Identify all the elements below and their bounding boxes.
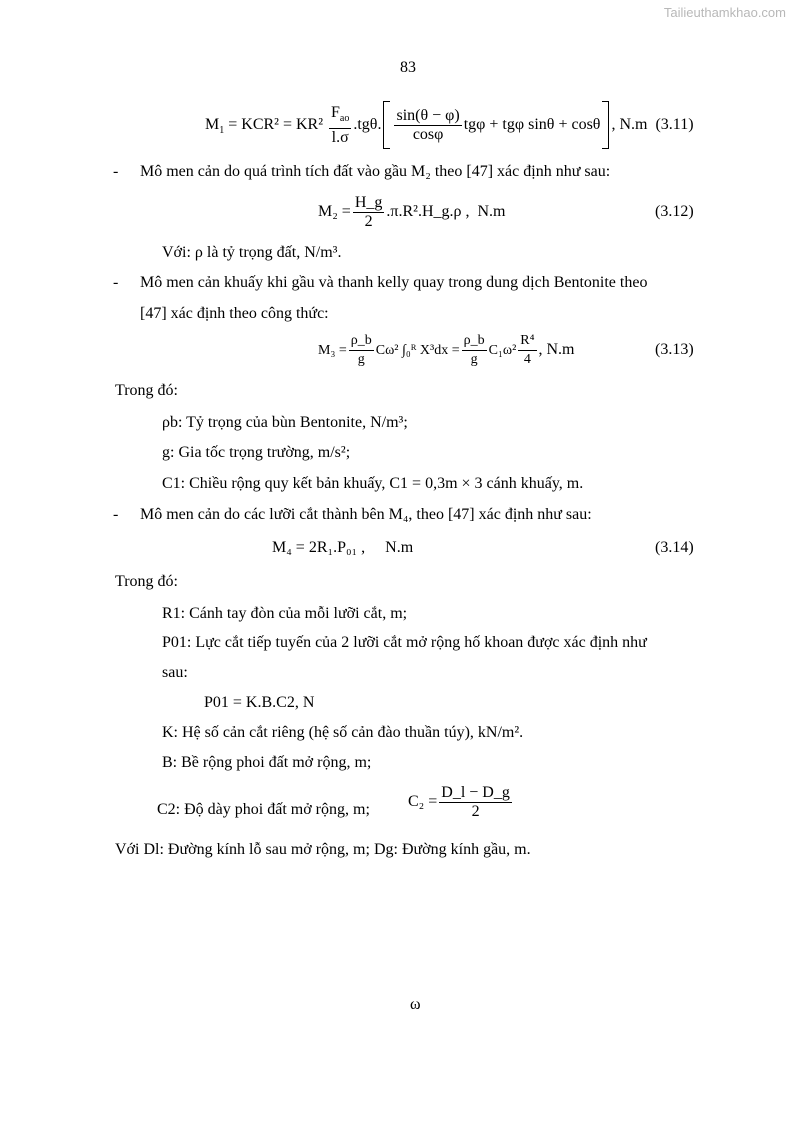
definition: C1: Chiều rộng quy kết bản khuấy, C1 = 0,3m × 3 cánh khuấy, m.: [162, 475, 584, 492]
bullet-dash: -: [113, 163, 119, 180]
eq-number: (3.11): [655, 116, 694, 133]
definition: sau:: [162, 664, 188, 681]
definition: K: Hệ số cản cắt riêng (hệ số cản đào thuần túy), kN/m².: [162, 724, 524, 741]
bullet-text: Mô men cản do quá trình tích đất vào gầu M₂ theo [47] xác định như sau:: [140, 163, 611, 180]
eq-lhs: $M_1$: [205, 116, 225, 137]
watermark: Tailieuthamkhao.com: [663, 5, 786, 20]
definition: B: Bề rộng phoi đất mở rộng, m;: [162, 754, 372, 771]
definition: ρb: Tỷ trọng của bùn Bentonite, N/m³;: [162, 414, 408, 431]
bullet-text: [47] xác định theo công thức:: [140, 305, 329, 322]
eq-tg: .tgθ.: [353, 116, 382, 133]
footer-symbol: ω: [410, 996, 421, 1013]
text-line: Với Dl: Đường kính lỗ sau mở rộng, m; Dg: Đường kính gầu, m.: [115, 841, 531, 858]
equation-3-11: [205, 100, 694, 156]
bracket-right: [602, 101, 609, 149]
heading-where: Trong đó:: [115, 573, 178, 590]
eq-unit: , N.m: [611, 116, 648, 133]
equation-3-12: M₂ = $\frac{H\_g}{2}$ .π.R².H_g.ρ , N.m: [318, 193, 506, 230]
equation-3-13: M₃ = $\frac{\rho\_b}{g}$ Cω² ∫₀ᴿ X³dx = $\frac{\rho\_b}{g}$ C₁ω² $\frac{\text{R⁴}}{4}$ , N.m: [318, 333, 575, 368]
bullet-text: Mô men cản do các lưỡi cắt thành bên M₄, theo [47] xác định như sau:: [140, 506, 592, 523]
eq-number: (3.14): [655, 539, 694, 556]
c2-formula: C₂ = $\frac{D\_l - D\_g}{2}$: [408, 783, 510, 820]
fraction: $\frac{\sin(\theta - \varphi)}{\cos\varphi}$: [396, 106, 460, 143]
equation-3-14: M₄ = 2R₁.P₀₁ , N.m: [272, 539, 414, 556]
heading-where: Trong đó:: [115, 382, 178, 399]
definition: P01: Lực cắt tiếp tuyến của 2 lưỡi cắt mở rộng hố khoan được xác định như: [162, 634, 647, 651]
bracket-left: [383, 101, 390, 149]
eq-mid: = KCR² = KR²: [224, 116, 323, 133]
definition: C2: Độ dày phoi đất mở rộng, m;: [157, 801, 370, 818]
page-number: 83: [400, 59, 416, 76]
definition: g: Gia tốc trọng trường, m/s²;: [162, 444, 351, 461]
fraction: $\frac{F_{ao}}{l.\sigma}$: [331, 103, 350, 146]
eq-number: (3.12): [655, 203, 694, 220]
eq-number: (3.13): [655, 341, 694, 358]
formula: P01 = K.B.C2, N: [204, 694, 315, 711]
bullet-dash: -: [113, 506, 119, 523]
eq-rest: tgφ + tgφ sinθ + cosθ: [463, 116, 601, 133]
bullet-dash: -: [113, 274, 119, 291]
bullet-text: Mô men cản khuấy khi gầu và thanh kelly quay trong dung dịch Bentonite theo: [140, 274, 648, 291]
text-line: Với: ρ là tỷ trọng đất, N/m³.: [162, 244, 342, 261]
definition: R1: Cánh tay đòn của mỗi lưỡi cắt, m;: [162, 605, 408, 622]
